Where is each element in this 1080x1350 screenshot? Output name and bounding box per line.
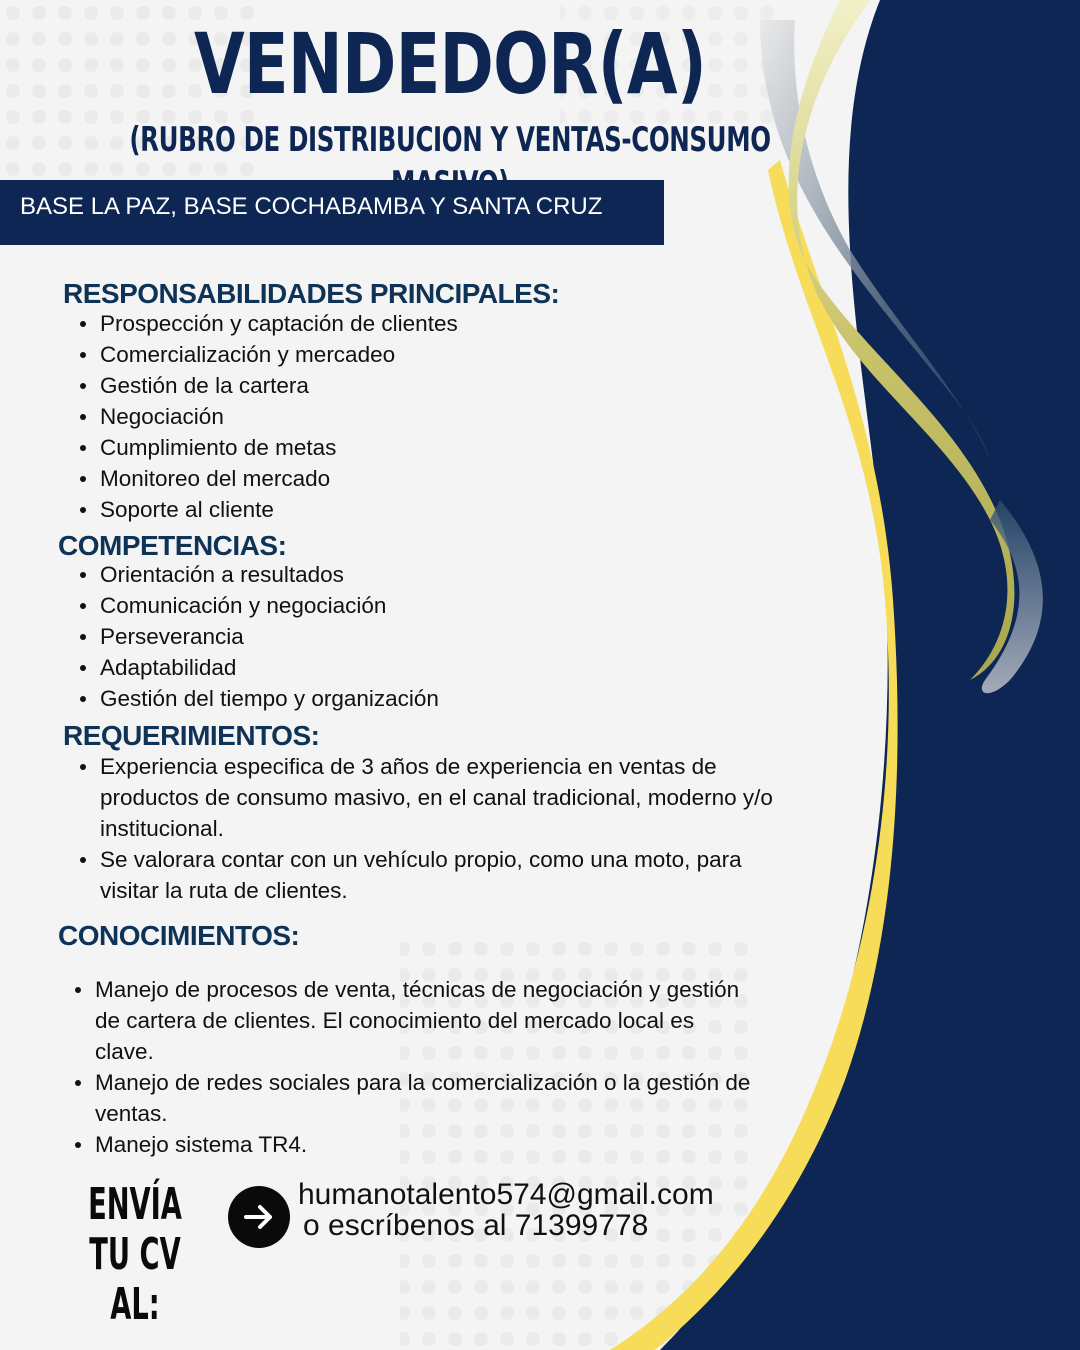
cta-line-1: ENVÍA TU CV — [88, 1179, 182, 1280]
list-item: Se valorara contar con un vehículo propio, como una moto, para visitar la ruta de clientes. — [60, 844, 780, 906]
list-item: Experiencia especifica de 3 años de experiencia en ventas de productos de consumo masivo, en el canal tradicional, moderno y/o institucional. — [60, 751, 780, 844]
list-item: Manejo de procesos de venta, técnicas de negociación y gestión de cartera de clientes. El conocimiento del mercado local es clave. — [55, 974, 755, 1067]
list-item: Perseverancia — [60, 621, 760, 652]
arrow-right-icon — [228, 1186, 290, 1248]
list-item: Soporte al cliente — [60, 494, 760, 525]
contact-phone: o escríbenos al 71399778 — [303, 1209, 649, 1242]
cta-line-2: AL: — [110, 1279, 160, 1330]
list-item: Comunicación y negociación — [60, 590, 760, 621]
job-subtitle: (RUBRO DE DISTRIBUCION Y VENTAS-CONSUMO — [129, 120, 771, 160]
list-item: Manejo sistema TR4. — [55, 1129, 755, 1160]
competencias-list — [60, 559, 760, 714]
requerimientos-heading: REQUERIMIENTOS: — [63, 720, 320, 751]
conocimientos-list — [55, 974, 755, 1160]
conocimientos-heading: CONOCIMIENTOS: — [58, 920, 300, 951]
list-item: Comercialización y mercadeo — [60, 339, 760, 370]
list-item: Gestión de la cartera — [60, 370, 760, 401]
location-banner — [0, 180, 664, 245]
contact-email[interactable]: humanotalento574@gmail.com — [298, 1178, 714, 1211]
list-item: Prospección y captación de clientes — [60, 308, 760, 339]
competencias-heading: COMPETENCIAS: — [58, 530, 287, 561]
cta-heading — [76, 1180, 194, 1330]
location-text: BASE LA PAZ, BASE COCHABAMBA Y SANTA CRUZ — [20, 193, 603, 220]
list-item: Adaptabilidad — [60, 652, 760, 683]
responsabilidades-heading: RESPONSABILIDADES PRINCIPALES: — [63, 278, 560, 309]
list-item: Negociación — [60, 401, 760, 432]
list-item: Monitoreo del mercado — [60, 463, 760, 494]
list-item: Orientación a resultados — [60, 559, 760, 590]
list-item: Cumplimiento de metas — [60, 432, 760, 463]
job-title: VENDEDOR(A) — [194, 15, 706, 113]
list-item: Manejo de redes sociales para la comercialización o la gestión de ventas. — [55, 1067, 755, 1129]
responsabilidades-list — [60, 308, 760, 525]
requerimientos-list — [60, 751, 780, 906]
list-item: Gestión del tiempo y organización — [60, 683, 760, 714]
